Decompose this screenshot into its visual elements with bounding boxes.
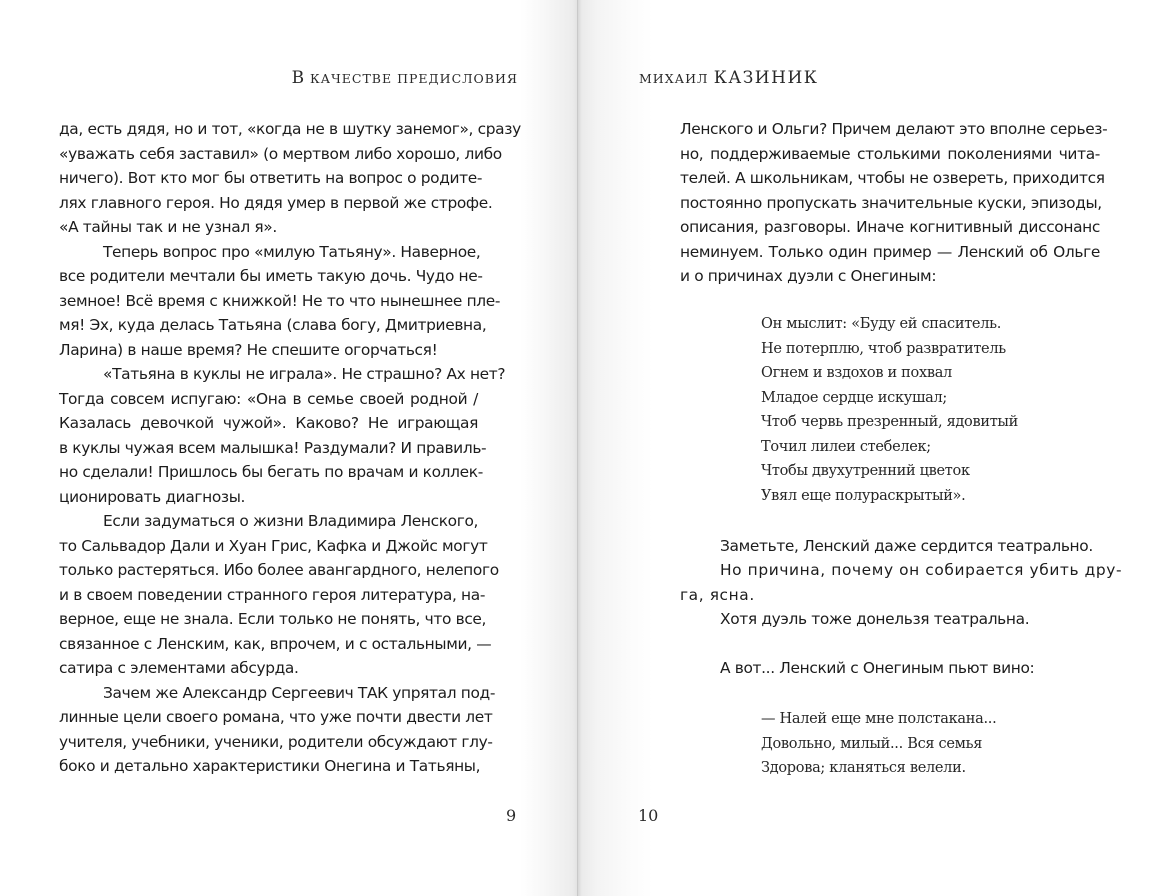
text-line: Казалась девочкой чужой». Каково? Не играющая: [59, 414, 478, 432]
verse-line: Точил лилеи стебелек;: [761, 438, 931, 455]
text-line: все родители мечтали бы иметь такую дочь. Чудо не-: [59, 267, 483, 285]
text-line: то Сальвадор Дали и Хуан Грис, Кафка и Джойс могут: [59, 536, 488, 555]
left-page: [0, 0, 578, 896]
text-line: учителя, учебники, ученики, родители обсуждают глу-: [59, 732, 493, 751]
text-line: ционировать диагнозы.: [59, 487, 246, 506]
paragraph-theatrical: Заметьте, Ленский даже сердится театрально.: [720, 537, 1093, 555]
author-first-name: МИХАИЛ: [639, 71, 709, 86]
text-line: в куклы чужая всем малышка! Раздумали? И правиль-: [59, 438, 487, 457]
text-line: верное, еще не знала. Если только не понять, что все,: [59, 610, 487, 628]
text-line: мя! Эх, куда делась Татьяна (слава богу, Дмитриевна,: [59, 316, 487, 334]
left-page-body: [59, 117, 521, 779]
right-page: [578, 0, 1158, 896]
text-line: «А тайны так и не узнал я».: [59, 218, 277, 236]
running-head-title: КАЧЕСТВЕ ПРЕДИСЛОВИЯ: [309, 71, 518, 86]
verse-line: Довольно, милый... Вся семья: [761, 735, 983, 752]
verse-line: Не потерплю, чтоб развратитель: [761, 340, 1006, 357]
text-line: боко и детально характеристики Онегина и Татьяны,: [59, 757, 481, 775]
paragraph-reason: Но причина, почему он собирается убить дру-: [720, 561, 1123, 579]
author-last-name: КАЗИНИК: [713, 68, 819, 88]
running-head-initial: В: [291, 68, 305, 88]
running-head-author: [639, 68, 818, 88]
verse-line: Он мыслит: «Буду ей спаситель.: [761, 316, 1002, 332]
text-line: «уважать себя заставил» (о мертвом либо хорошо, либо: [59, 144, 502, 163]
paragraph-duel: Хотя дуэль тоже донельзя театральна.: [720, 610, 1030, 628]
text-line: но, поддерживаемые столькими поколениями чита-: [680, 144, 1100, 163]
text-line: неминуем. Только один пример — Ленский об Ольге: [680, 242, 1100, 261]
paragraph-wine: А вот... Ленский с Онегиным пьют вино:: [720, 659, 1035, 677]
text-line: сатира с элементами абсурда.: [59, 659, 299, 677]
text-line: Тогда совсем испугаю: «Она в семье своей родной /: [59, 389, 478, 408]
text-line: Если задуматься о жизни Владимира Ленского,: [103, 512, 479, 530]
text-line: только растеряться. Ибо более авангардного, нелепого: [59, 561, 499, 579]
text-line: и о причинах дуэли с Онегиным:: [680, 267, 937, 285]
text-line: «Татьяна в куклы не играла». Не страшно? Ах нет?: [103, 365, 506, 383]
verse-quote-wine: [761, 707, 996, 781]
running-head-chapter: [292, 68, 518, 88]
verse-line: Младое сердце искушал;: [761, 389, 947, 406]
text-line: да, есть дядя, но и тот, «когда не в шутку занемог», сразу: [59, 120, 521, 138]
verse-line: Чтоб червь презренный, ядовитый: [761, 414, 1019, 430]
text-line: Теперь вопрос про «милую Татьяну». Наверное,: [103, 242, 481, 261]
text-line: ничего). Вот кто мог бы ответить на вопрос о родите-: [59, 169, 483, 187]
verse-line: Чтобы двухутренний цветок: [761, 463, 970, 479]
page-number-right: 10: [638, 806, 659, 825]
text-line: связанное с Ленским, как, впрочем, и с остальными, —: [59, 634, 492, 653]
text-line: и в своем поведении странного героя литература, на-: [59, 585, 486, 604]
text-line: постоянно пропускать значительные куски, эпизоды,: [680, 193, 1102, 212]
verse-line: Огнем и вздохов и похвал: [761, 365, 952, 381]
text-line: земное! Всё время с книжкой! Не то что нынешнее пле-: [59, 291, 501, 310]
page-number-left: 9: [506, 806, 517, 825]
text-line: Ларина) в наше время? Не спешите огорчаться!: [59, 340, 438, 359]
verse-quote-lensky: [761, 312, 1018, 508]
verse-line: — Налей еще мне полстакана...: [761, 711, 997, 727]
text-line: Ленского и Ольги? Причем делают это вполне серьез-: [680, 120, 1108, 138]
text-line: Зачем же Александр Сергеевич ТАК упрятал под-: [103, 683, 496, 702]
verse-line: Увял еще полураскрытый».: [761, 487, 966, 504]
text-line: но сделали! Пришлось бы бегать по врачам и коллек-: [59, 463, 483, 481]
text-line: телей. А школьникам, чтобы не озвереть, приходится: [680, 169, 1105, 187]
text-line: описания, разговоры. Иначе когнитивный диссонанс: [680, 218, 1100, 236]
paragraph-reason-cont: га, ясна.: [680, 586, 755, 604]
text-line: лях главного героя. Но дядя умер в первой же строфе.: [59, 193, 493, 212]
verse-line: Здорова; кланяться велели.: [761, 760, 966, 776]
text-line: линные цели своего романа, что уже почти двести лет: [59, 708, 493, 726]
right-page-body: [680, 117, 1108, 289]
